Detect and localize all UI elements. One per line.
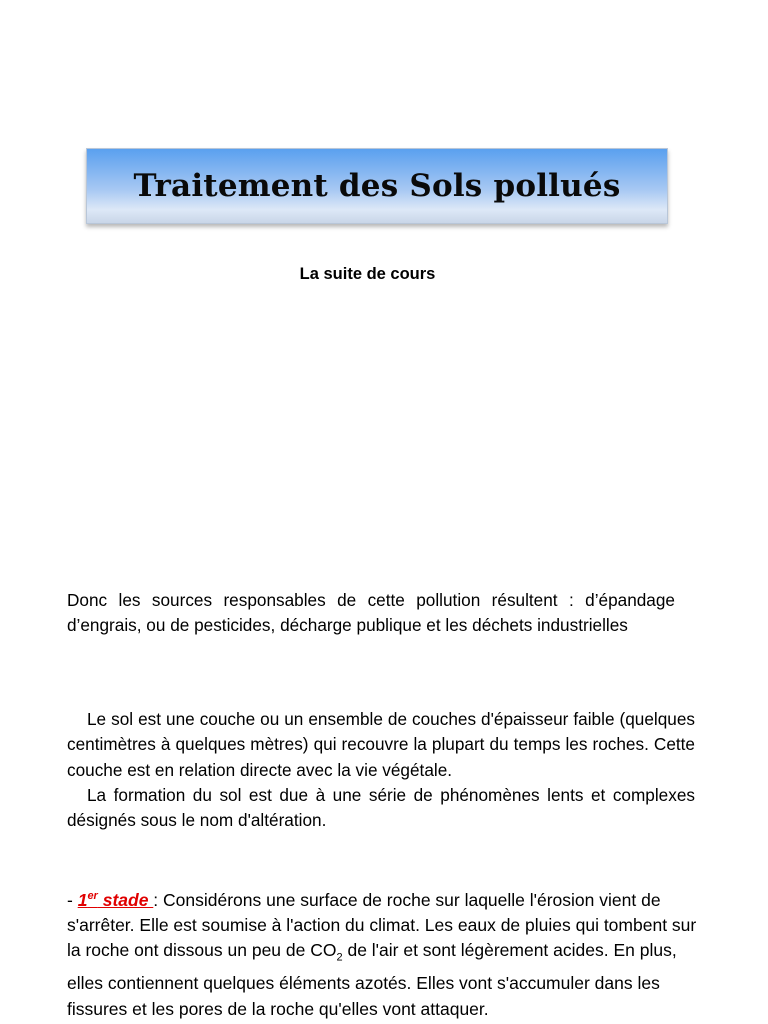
stade-label — [78, 890, 154, 910]
paragraph-premier-stade — [67, 884, 707, 1022]
list-dash: - — [67, 889, 78, 910]
paragraph-sources: Donc les sources responsables de cette pollution résultent : d’épandage d’engrais, ou de pesticides, décharge publique et les déchets industrielles — [67, 590, 675, 636]
co2-subscript: 2 — [336, 951, 343, 964]
stade-text-part1: : Considérons une surface de roche sur laquelle l'érosion vient de s'arrêter. Elle est soumise à l'action du climat. Les eaux de pluies qui tombent sur la roche ont dissous un peu de CO — [67, 889, 697, 961]
sentence-sol-couche — [67, 707, 695, 783]
stade-number: 1 — [77, 889, 88, 910]
stade-word: stade — [97, 889, 154, 910]
stade-text-part2: de l'air et sont légèrement acides. En plus, elles contiennent quelques éléments azotés. Elles vont s'accumuler dans les fissures et les pores de la roche qu'elles vont attaquer. — [67, 940, 677, 1019]
paragraph-sol-definition — [67, 707, 695, 833]
sentence-formation-text: La formation du sol est due à une série de phénomènes lents et complexes désignés sous le nom d'altération. — [67, 784, 695, 831]
title-banner — [86, 148, 668, 224]
sentence-sol-couche-text: Le sol est une couche ou un ensemble de couches d'épaisseur faible (quelques centimètres à quelques mètres) qui recouvre la plupart du temps les roches. Cette couche est en relation directe avec la vie végétale. — [67, 709, 695, 780]
stade-superscript: er — [87, 890, 98, 902]
page-title: Traitement des Sols pollués — [133, 168, 621, 204]
sentence-formation — [67, 783, 695, 834]
page-subtitle: La suite de cours — [299, 265, 436, 283]
